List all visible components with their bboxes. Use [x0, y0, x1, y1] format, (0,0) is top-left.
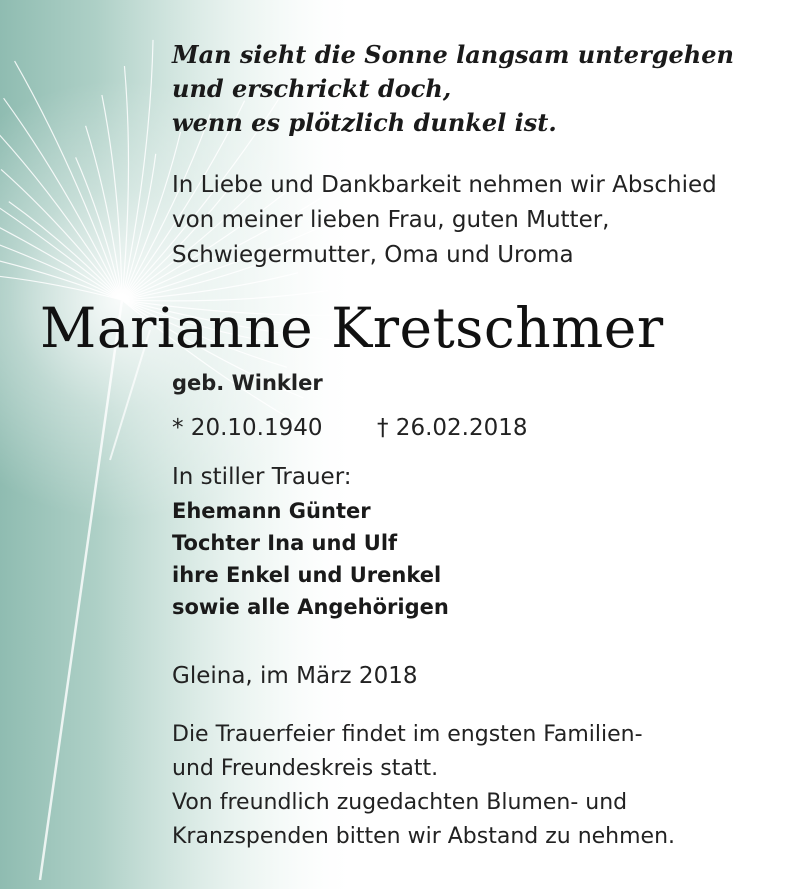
intro-line: von meiner lieben Frau, guten Mutter,	[172, 207, 610, 233]
mourner-entry: sowie alle Angehörigen	[172, 595, 449, 619]
death-date: † 26.02.2018	[377, 415, 528, 441]
mourner-entry: ihre Enkel und Urenkel	[172, 563, 442, 587]
mourners-list	[172, 495, 449, 623]
mourner-entry: Ehemann Günter	[172, 499, 371, 523]
poem-line: Man sieht die Sonne langsam untergehen	[172, 40, 734, 69]
poem-line: und erschrickt doch,	[172, 74, 452, 103]
intro-text	[172, 168, 772, 273]
mourners-label: In stiller Trauer:	[172, 464, 352, 490]
place-and-date: Gleina, im März 2018	[172, 663, 418, 689]
mourner-entry: Tochter Ina und Ulf	[172, 531, 398, 555]
closing-line: Von freundlich zugedachten Blumen- und	[172, 790, 628, 815]
birth-date: * 20.10.1940	[172, 415, 323, 441]
poem	[172, 38, 772, 140]
closing-line: und Freundeskreis statt.	[172, 756, 439, 781]
life-dates	[172, 410, 772, 446]
intro-line: In Liebe und Dankbarkeit nehmen wir Abschied	[172, 172, 717, 198]
closing-line: Die Trauerfeier findet im engsten Familien-	[172, 722, 643, 747]
intro-line: Schwiegermutter, Oma und Uroma	[172, 242, 574, 268]
deceased-name: Marianne Kretschmer	[40, 296, 664, 360]
closing-text	[172, 718, 782, 854]
closing-line: Kranzspenden bitten wir Abstand zu nehmen.	[172, 824, 676, 849]
maiden-name: geb. Winkler	[172, 371, 323, 395]
poem-line: wenn es plötzlich dunkel ist.	[172, 108, 557, 137]
